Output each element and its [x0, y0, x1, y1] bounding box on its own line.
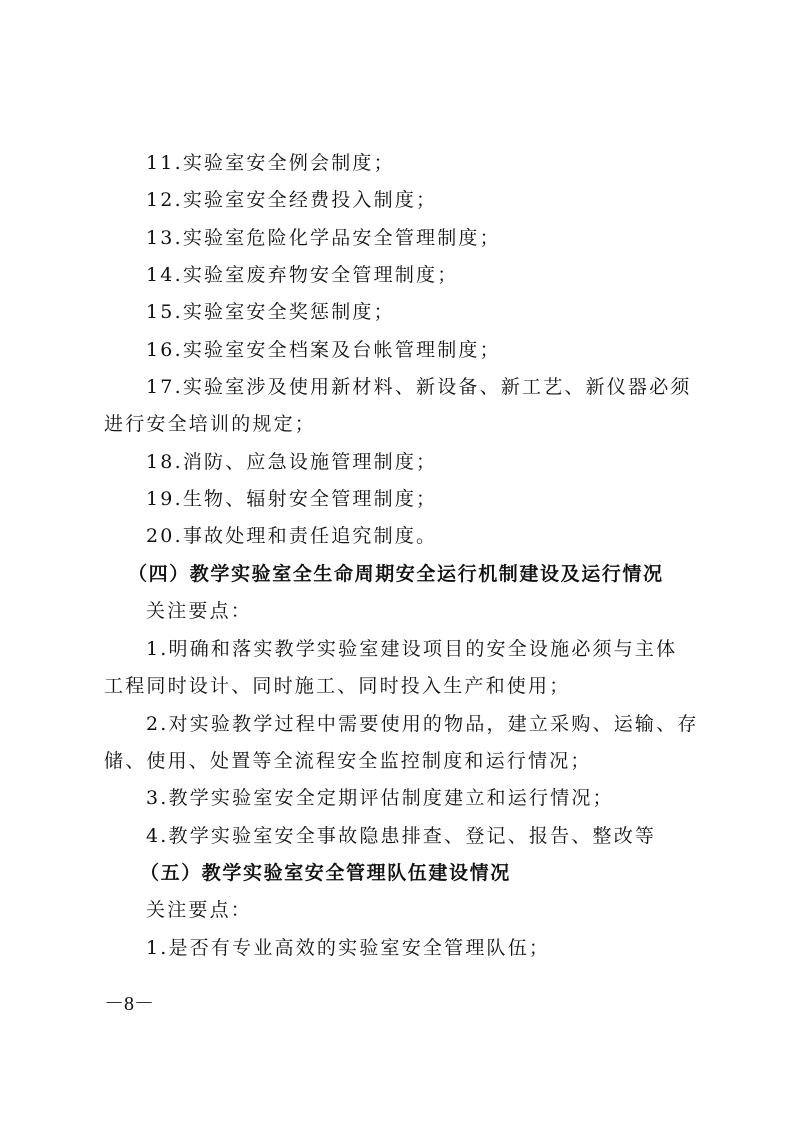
list-item-11: 11.实验室安全例会制度； [146, 152, 395, 174]
list-item-20: 20.事故处理和责任追究制度。 [146, 525, 438, 547]
list-item-13: 13.实验室危险化学品安全管理制度； [146, 227, 501, 249]
list-item-14: 14.实验室废弃物安全管理制度； [146, 264, 459, 286]
key-points-label: 关注要点： [146, 600, 253, 622]
key-points-label-2: 关注要点： [146, 899, 253, 921]
point-1-line-2: 工程同时设计、同时施工、同时投入生产和使用； [104, 675, 571, 697]
point-1-section-5: 1.是否有专业高效的实验室安全管理队伍； [146, 937, 551, 959]
list-item-17-continuation: 进行安全培训的规定； [104, 413, 317, 435]
point-4: 4.教学实验室安全事故隐患排查、登记、报告、整改等 [146, 825, 657, 847]
page-number: －8－ [104, 993, 154, 1015]
list-item-19: 19.生物、辐射安全管理制度； [146, 488, 438, 510]
list-item-15: 15.实验室安全奖惩制度； [146, 301, 395, 323]
list-item-18: 18.消防、应急设施管理制度； [146, 451, 438, 473]
point-2-line-2: 储、使用、处置等全流程安全监控制度和运行情况； [104, 750, 592, 772]
point-3: 3.教学实验室安全定期评估制度建立和运行情况； [146, 787, 614, 809]
section-heading-4: （四）教学实验室全生命周期安全运行机制建设及运行情况 [128, 563, 664, 585]
point-2-line-1: 2.对实验教学过程中需要使用的物品，建立采购、运输、存 [146, 713, 699, 735]
list-item-17: 17.实验室涉及使用新材料、新设备、新工艺、新仪器必须 [146, 376, 692, 398]
section-heading-5: （五）教学实验室安全管理队伍建设情况 [140, 862, 511, 884]
list-item-12: 12.实验室安全经费投入制度； [146, 189, 438, 211]
point-1-line-1: 1.明确和落实教学实验室建设项目的安全设施必须与主体 [146, 638, 678, 660]
list-item-16: 16.实验室安全档案及台帐管理制度； [146, 339, 501, 361]
